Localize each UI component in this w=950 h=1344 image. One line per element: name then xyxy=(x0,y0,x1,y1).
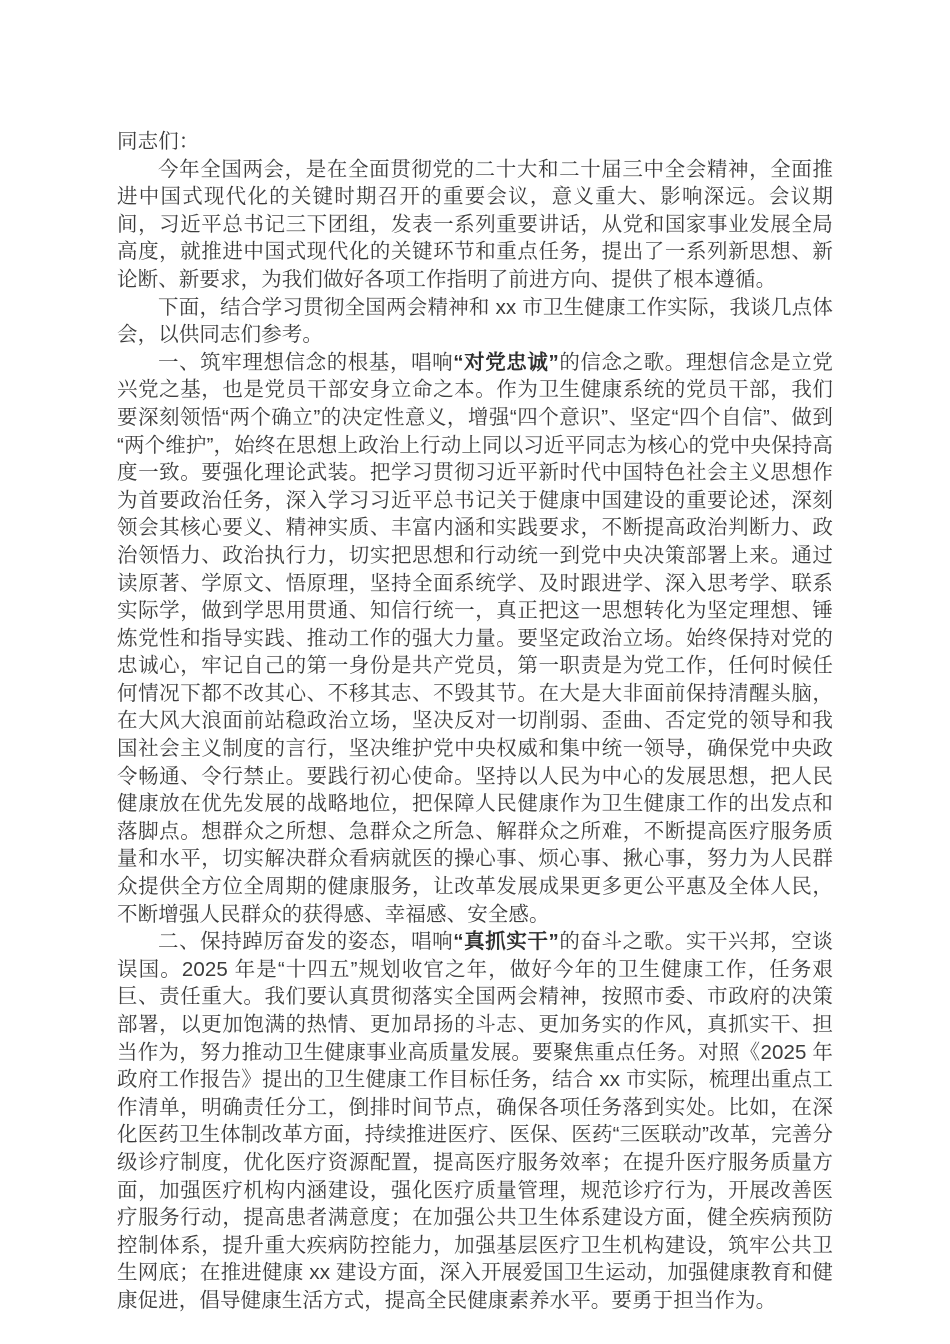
section-two-practical-work: 二、保持踔厉奋发的姿态，唱响“真抓实干”的奋斗之歌。实干兴邦，空谈误国。2025 年是“十四五”规划收官之年，做好今年的卫生健康工作，任务艰巨、责任重大。我们要认真贯彻落实全国两会精神，按照市委、市政府的决策部署，以更加饱满的热情、更加昂扬的斗志、更加务实的作风，真抓实干、担当作为，努力推动卫生健康事业高质量发展。要聚焦重点任务。对照《2025 年政府工作报告》提出的卫生健康工作目标任务，结合 xx 市实际，梳理出重点工作清单，明确责任分工，倒排时间节点，确保各项任务落到实处。比如，在深化医药卫生体制改革方面，持续推进医疗、医保、医药“三医联动”改革，完善分级诊疗制度，优化医疗资源配置，提高医疗服务效率；在提升医疗服务质量方面，加强医疗机构内涵建设，强化医疗质量管理，规范诊疗行为，开展改善医疗服务行动，提高患者满意度；在加强公共卫生体系建设方面，健全疾病预防控制体系，提升重大疾病防控能力，加强基层医疗卫生机构建设，筑牢公共卫生网底；在推进健康 xx 建设方面，深入开展爱国卫生运动，加强健康教育和健康促进，倡导健康生活方式，提高全民健康素养水平。要勇于担当作为。 xyxy=(117,930,833,1312)
emphasized-slogan: “对党忠诚” xyxy=(453,350,559,374)
salutation: 同志们： xyxy=(117,130,200,153)
paragraph-transition-remarks: 下面，结合学习贯彻全国两会精神和 xx 市卫生健康工作实际，我谈几点体会，以供同志们参考。 xyxy=(117,295,833,347)
emphasized-slogan: “真抓实干” xyxy=(453,930,559,954)
paragraph-opening-two-sessions: 今年全国两会，是在全面贯彻党的二十大和二十届三中全会精神，全面推进中国式现代化的关键时期召开的重要会议，意义重大、影响深远。会议期间，习近平总书记三下团组，发表一系列重要讲话，从党和国家事业发展全局高度，就推进中国式现代化的关键环节和重点任务，提出了一系列新思想、新论断、新要求，为我们做好各项工作指明了前进方向、提供了根本遵循。 xyxy=(117,157,833,291)
section-one-loyalty-to-party: 一、筑牢理想信念的根基，唱响“对党忠诚”的信念之歌。理想信念是立党兴党之基，也是党员干部安身立命之本。作为卫生健康系统的党员干部，我们要深刻领悟“两个确立”的决定性意义，增强“四个意识”、坚定“四个自信”、做到“两个维护”，始终在思想上政治上行动上同以习近平同志为核心的党中央保持高度一致。要强化理论武装。把学习贯彻习近平新时代中国特色社会主义思想作为首要政治任务，深入学习习近平总书记关于健康中国建设的重要论述，深刻领会其核心要义、精神实质、丰富内涵和实践要求，不断提高政治判断力、政治领悟力、政治执行力，切实把思想和行动统一到党中央决策部署上来。通过读原著、学原文、悟原理，坚持全面系统学、及时跟进学、深入思考学、联系实际学，做到学思用贯通、知信行统一，真正把这一思想转化为坚定理想、锤炼党性和指导实践、推动工作的强大力量。要坚定政治立场。始终保持对党的忠诚心，牢记自己的第一身份是共产党员，第一职责是为党工作，任何时候任何情况下都不改其心、不移其志、不毁其节。在大是大非面前保持清醒头脑，在大风大浪面前站稳政治立场，坚决反对一切削弱、歪曲、否定党的领导和我国社会主义制度的言行，坚决维护党中央权威和集中统一领导，确保党中央政令畅通、令行禁止。要践行初心使命。坚持以人民为中心的发展思想，把人民健康放在优先发展的战略地位，把保障人民健康作为卫生健康工作的出发点和落脚点。想群众之所想、急群众之所急、解群众之所难，不断提高医疗服务质量和水平，切实解决群众看病就医的操心事、烦心事、揪心事，努力为人民群众提供全方位全周期的健康服务，让改革发展成果更多更公平惠及全体人民，不断增强人民群众的获得感、幸福感、安全感。 xyxy=(117,350,833,926)
document-body xyxy=(117,128,833,1315)
